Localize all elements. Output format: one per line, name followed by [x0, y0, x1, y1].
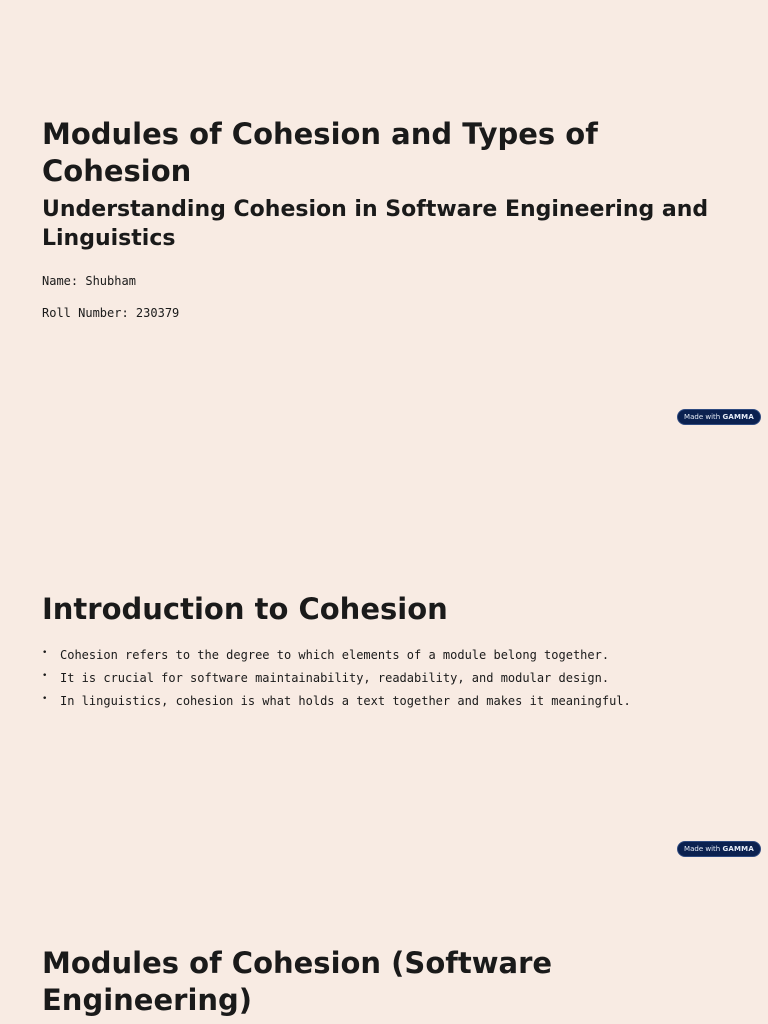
intro-bullet-list: [42, 646, 631, 715]
list-item-text: It is crucial for software maintainability, readability, and modular design.: [60, 671, 610, 685]
list-item: [42, 646, 631, 669]
bullet-icon: •: [42, 648, 48, 658]
made-with-gamma-badge[interactable]: [677, 841, 761, 857]
author-name: Name: Shubham: [42, 274, 136, 288]
section-heading-modules: Modules of Cohesion (Software Engineering): [42, 946, 553, 1017]
page-title: Modules of Cohesion and Types of Cohesion: [42, 117, 598, 188]
roll-number: Roll Number: 230379: [42, 306, 180, 320]
list-item-text: Cohesion refers to the degree to which elements of a module belong together.: [60, 648, 610, 662]
badge-brand-logo: GAMMA: [722, 845, 754, 853]
list-item: [42, 692, 631, 715]
section-heading-introduction: Introduction to Cohesion: [42, 592, 448, 626]
bullet-icon: •: [42, 671, 48, 681]
made-with-gamma-badge[interactable]: [677, 409, 761, 425]
badge-prefix: Made with: [684, 413, 721, 421]
bullet-icon: •: [42, 694, 48, 704]
list-item: [42, 669, 631, 692]
badge-prefix: Made with: [684, 845, 721, 853]
list-item-text: In linguistics, cohesion is what holds a text together and makes it meaningful.: [60, 694, 631, 708]
page-subtitle: Understanding Cohesion in Software Engineering and Linguistics: [42, 197, 709, 251]
badge-brand-logo: GAMMA: [722, 413, 754, 421]
